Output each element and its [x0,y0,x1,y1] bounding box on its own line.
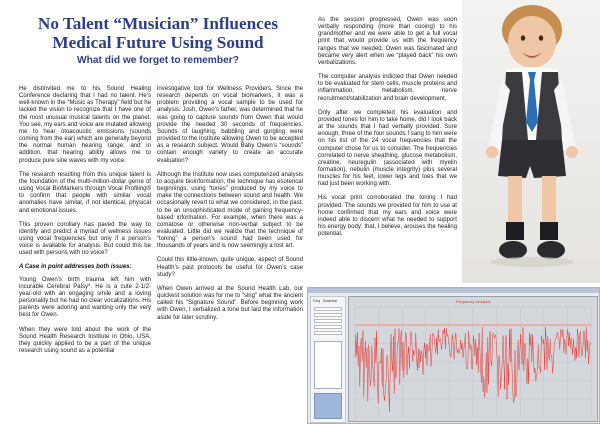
text-column-2 [157,86,303,329]
frequency-trace [355,327,590,412]
article-subtitle: What did we forget to remember? [77,55,239,66]
paragraph: This proven corollary has paved the way to identify and predict a myriad of wellness issues using vocal frequencies but only if a person’s voice is available for analysis. But could this be used with persons with no voice? [19,221,151,257]
paragraph: investigative tool for Wellness Providers. Since the research depends on vocal biomarkers, it was a problem providing a vocal sample to be used for analysis. Josh, Owen’s father, was determined that he was going to capture sounds from Owen that would provide the needed 30 seconds of frequencies. Sounds of laughing, babbling and gurgling were provided to the Institute allowing Owen to be accepted as a research subject. Would Baby Owen’s “sounds” contain enough variety to create an accurate evaluation? [157,86,303,164]
input-field[interactable] [314,325,342,329]
frequency-plot [348,296,598,422]
paragraph: Only after we completed his evaluation and provided tones for him to take home, did I look back at the sounds that I had verbally provided. Sure enough, three of the four sounds I sang to him were on his list of the 24 vocal frequencies that the computer chose for us to consider. The frequencies correlated to nerve sheathing, glucose metabolism, creatine, neuregulin (associated with myelin formation), nebulin (muscle integrity) plus several muscles for his feet, lower legs and toes that we had just been working with. [318,109,457,188]
plot-title: Frequency Analysis [455,299,491,304]
paragraph: Although the Institute now uses computerized analysis to acquire bioinformation, the technique has esoterical beginnings; using “tones” produced by my voice to make the connections between sound and health. We occasionally revert to what we considered, in the past, to be an unsophisticated mode of gaining frequency-based information. For example, when there was a comatose or otherwise non-verbal subject to be evaluated. Little did we realize that the technique of “toning” a person’s sound had been used for thousands of years and is now seemingly a lost art. [157,171,303,250]
frequency-analysis-window [307,287,600,424]
window-titlebar [308,288,599,293]
paragraph: The computer analysis indicted that Owen needed to be evaluated for stem cells, muscle proteins and inflammation, metabolism, nerve recruitment/stabilization and brain development. [318,74,457,102]
frequency-plot-svg [349,297,597,421]
text-column-1 [19,86,151,362]
input-field[interactable] [314,319,342,323]
section-heading: A Case in point addresses both issues: [19,264,132,271]
input-field[interactable] [314,331,342,335]
paragraph: His vocal print corroborated the toning I had provided. The sounds we provided for him to use at home confirmed that my ears and voice were indeed able to discern what he needed to support his energy body: that, I believe, arouses the healing potential. [318,195,457,238]
title-line-1: No Talent “Musician” Influences [37,14,279,33]
paragraph: When they were told about the work of the Sound Health Research Institute in Ohio, USA, they quickly applied to be a part of the unique research using sound as a potential [19,326,151,354]
paragraph: Could this little-known, quite unique, aspect of Sound Health’s past protocols be useful for Owen’s case study? [157,257,303,278]
tab-freq[interactable]: Freq [313,299,320,303]
child-illustration [462,0,600,283]
frequency-list[interactable] [314,341,342,389]
paragraph: The research resulting from this unique talent is the foundation of the multi-million-dollar genre of using Vocal BioMarkers through Vocal Profiling® to confirm that people with similar vocal anomalies have similar, if not identical, physical and emotional issues. [19,171,151,214]
paragraph: As the session progressed, Owen was soon verbally responding (more than cooing) to his grandmother and we were able to get a full vocal print that would provide us with the frequency ranges that we needed. Owen was fascinated and became very alert when we “played back” his own verbalizations. [318,17,457,66]
child-photo [462,0,600,283]
title-line-2: Medical Future Using Sound [52,33,264,52]
selection-box[interactable] [314,393,342,419]
paragraph: When Owen arrived at the Sound Health Lab, our quickest solution was for me to “sing” what the ancient called his “Signature Sound”. Before beginning work with Owen, I verbalized a tone but laid the information aside for later scrutiny. [157,285,303,321]
input-field[interactable] [314,307,342,311]
input-field[interactable] [314,313,342,317]
paragraph: He distinvited me to his Sound Healing Conference declaring that I had no talent. He’s well-known in the “Music as Therapy” field but he lacked the vision to recognize that I have one of the most unusual musical talents on the planet. You see, my ears and voice are mutated allowing me to hear otoacoustic emissions (sounds coming from the ear) which are generally beyond the normal human hearing range; and in addition, that hearing ability allows me to produce pure sine waves with my voice. [19,86,151,164]
tab-essential[interactable]: Essential [323,299,337,303]
control-panel [310,296,346,423]
article-title [8,14,308,52]
text-column-3 [318,17,457,245]
paragraph: Young Owen’s birth trauma left him with incurable Cerebral Palsy*. He is a cute 2-1/2-year-old with an engaging smile and a loving personality but he had no clear vocalizations. His parents were adoring and wanting only the very best for Owen. [19,276,151,319]
